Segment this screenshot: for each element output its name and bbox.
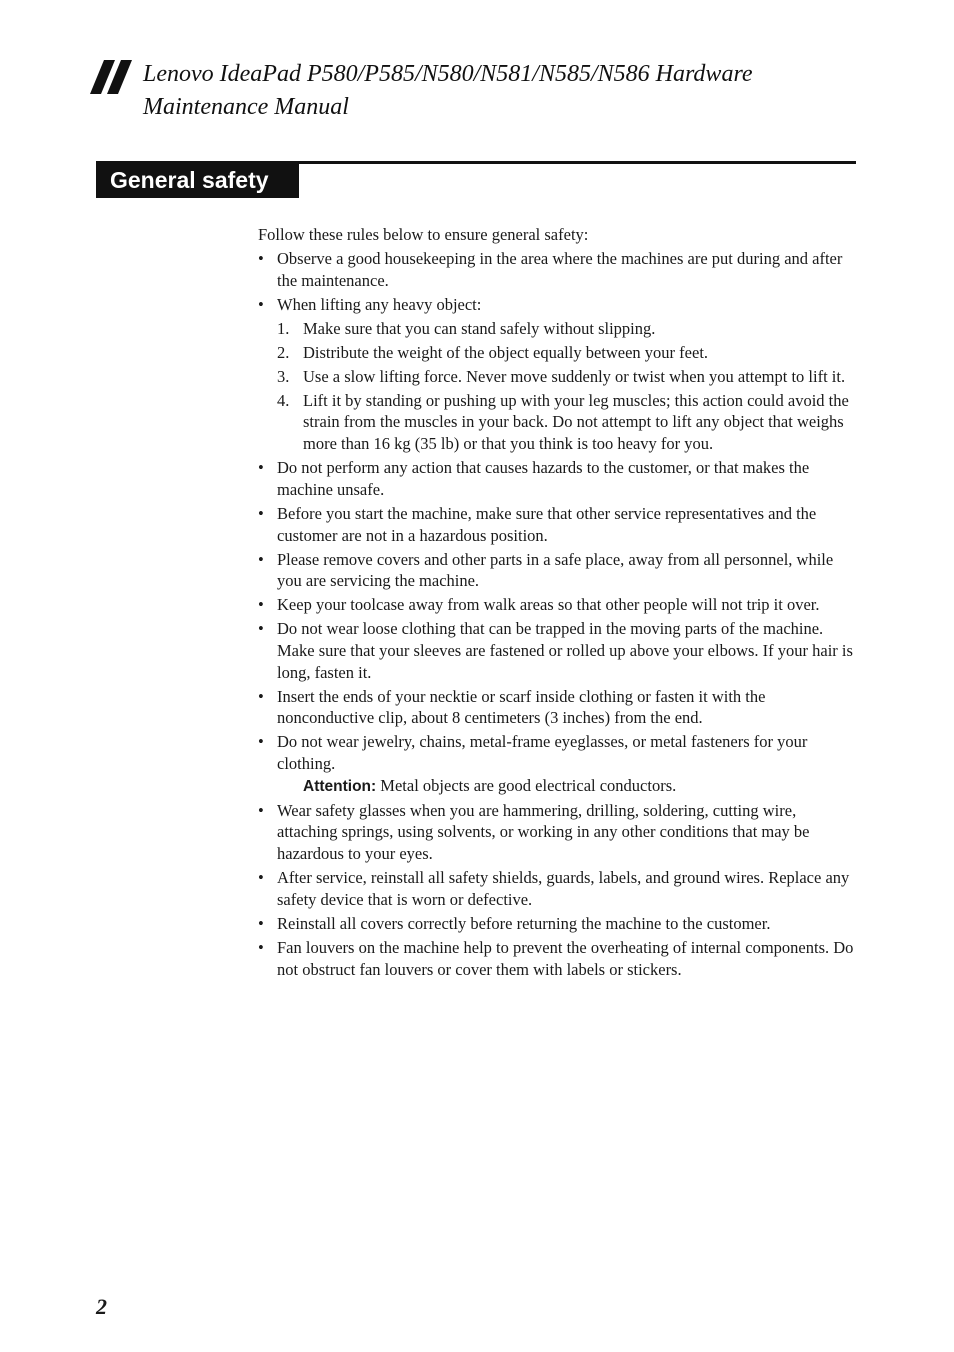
list-item: [258, 503, 856, 546]
bullet-glyph: •: [258, 686, 264, 706]
list-item-text: Please remove covers and other parts in a safe place, away from all personnel, while you are servicing the machine.: [277, 549, 834, 591]
list-item-text: Wear safety glasses when you are hammering, drilling, soldering, cutting wire, attaching springs, using solvents, or working in any other conditions that may be hazardous to your eyes.: [277, 800, 810, 864]
list-item: [258, 937, 856, 980]
list-item: [258, 594, 856, 616]
list-item: [258, 294, 856, 455]
list-item-text: Reinstall all covers correctly before returning the machine to the customer.: [277, 913, 771, 933]
list-item-text: Do not wear loose clothing that can be trapped in the moving parts of the machine. Make sure that your sleeves are fastened or rolled up above your elbows. If your hair is long, fasten it.: [277, 619, 853, 682]
list-item-text: Before you start the machine, make sure that other service representatives and the customer are not in a hazardous position.: [277, 503, 817, 545]
bullet-glyph: •: [258, 913, 264, 933]
bullet-glyph: •: [258, 549, 264, 569]
step-number: 1.: [277, 318, 290, 338]
step-number: 2.: [277, 342, 290, 362]
list-item-text: Do not perform any action that causes hazards to the customer, or that makes the machine unsafe.: [277, 458, 810, 499]
lifting-step: [277, 390, 856, 455]
bullet-glyph: •: [258, 249, 264, 268]
bullet-glyph: •: [258, 732, 264, 752]
bullet-glyph: •: [258, 937, 264, 957]
list-item: [258, 800, 856, 865]
lifting-step: [277, 366, 856, 388]
bullet-glyph: •: [258, 595, 264, 615]
bullet-glyph: •: [258, 619, 264, 639]
double-slash-logo-icon: [90, 60, 134, 94]
list-item: [258, 686, 856, 729]
list-item: [258, 457, 856, 500]
list-item: [258, 731, 856, 797]
document-title: [143, 58, 843, 124]
list-item-text: Observe a good housekeeping in the area where the machines are put during and after the maintenance.: [277, 249, 843, 290]
page-number: 2: [96, 1294, 107, 1319]
bullet-glyph: •: [258, 800, 264, 820]
list-item: [258, 618, 856, 683]
step-number: 3.: [277, 366, 290, 386]
step-text: Use a slow lifting force. Never move suddenly or twist when you attempt to lift it.: [303, 366, 846, 386]
lifting-steps-list: [277, 318, 856, 455]
attention-text: Metal objects are good electrical conductors.: [380, 775, 677, 795]
step-text: Lift it by standing or pushing up with your leg muscles; this action could avoid the strain from the muscles in your back. Do not attempt to lift any object that weighs more than 16 kg (35 lb) or that you think is too heavy for you.: [303, 390, 849, 454]
list-item-text: Fan louvers on the machine help to prevent the overheating of internal components. Do not obstruct fan louvers or cover them with labels or stickers.: [277, 937, 854, 979]
lifting-step: [277, 342, 856, 364]
step-text: Distribute the weight of the object equally between your feet.: [303, 342, 709, 362]
lifting-step: [277, 318, 856, 340]
list-item: [258, 867, 856, 910]
step-number: 4.: [277, 390, 290, 410]
bullet-glyph: •: [258, 503, 264, 523]
safety-rules-list: [258, 248, 856, 980]
intro-paragraph: Follow these rules below to ensure general safety:: [258, 225, 589, 244]
bullet-glyph: •: [258, 294, 264, 314]
list-item: [258, 913, 856, 935]
attention-label: Attention:: [303, 777, 377, 795]
step-text: Make sure that you can stand safely without slipping.: [303, 318, 656, 338]
section-title: General safety: [96, 161, 299, 198]
document-title-line-1: Lenovo IdeaPad P580/P585/N580/N581/N585/N586 Hardware: [143, 61, 753, 87]
attention-note: [277, 775, 856, 798]
list-item: [258, 549, 856, 592]
bullet-glyph: •: [258, 458, 264, 478]
bullet-glyph: •: [258, 868, 264, 888]
list-item-text: Keep your toolcase away from walk areas so that other people will not trip it over.: [277, 595, 820, 615]
list-item-text: When lifting any heavy object:: [277, 294, 482, 314]
safety-rules-content: [258, 224, 856, 983]
list-item-text: Do not wear jewelry, chains, metal-frame eyeglasses, or metal fasteners for your clothing.: [277, 732, 808, 774]
list-item-text: After service, reinstall all safety shields, guards, labels, and ground wires. Replace any safety device that is worn or defective.: [277, 868, 850, 909]
list-item: [258, 248, 856, 291]
document-title-line-2: Maintenance Manual: [143, 94, 349, 120]
list-item-text: Insert the ends of your necktie or scarf inside clothing or fasten it with the nonconductive clip, about 8 centimeters (3 inches) from the end.: [277, 686, 766, 728]
